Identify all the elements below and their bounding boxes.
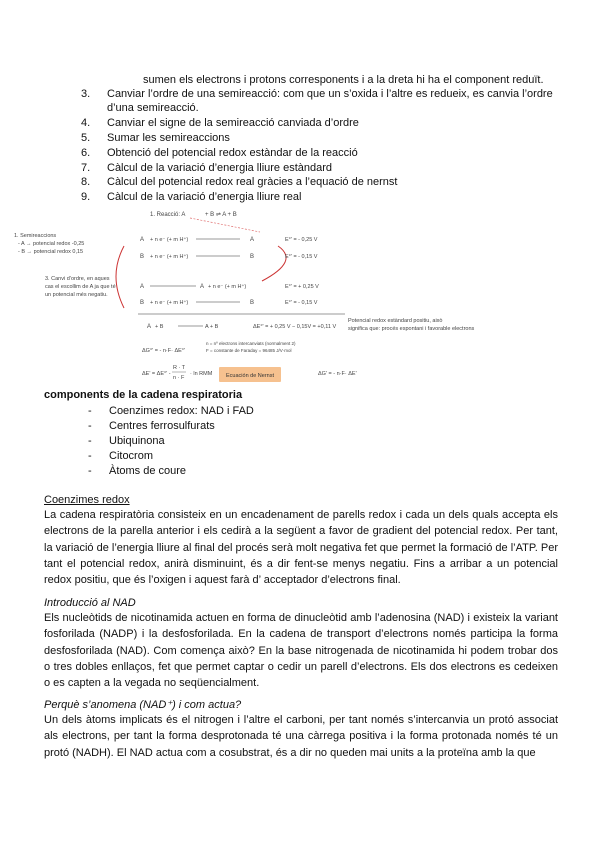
component-text: Àtoms de coure <box>109 465 187 477</box>
step-text: Sumar les semireaccions <box>107 132 230 144</box>
fig-row2-right: B <box>250 254 255 260</box>
fig-dg-real: ΔG' = - n·F· ΔE' <box>318 371 357 377</box>
fig-row2-e: E°' = - 0,15 V <box>285 254 318 260</box>
step-number: 9. <box>81 191 91 203</box>
fig-nernst-tail: · ln RMM <box>190 371 213 377</box>
fig-sum-right: A + B <box>205 324 219 330</box>
fig-curve-arrow-left <box>116 246 124 308</box>
fig-dashed-link <box>190 218 260 232</box>
step-text: Canviar el signe de la semireacció canviada d’ordre <box>107 117 359 129</box>
component-text: Centres ferrosulfurats <box>109 420 215 432</box>
nad-intro-title: Introducció al NAD <box>44 597 136 609</box>
step-text: Obtenció del potencial redox estàndar de la reacció <box>107 147 358 159</box>
fig-note2-c: un potencial més negatiu. <box>45 292 108 298</box>
step-text: Càlcul del potencial redox real gràcies a l’equació de nernst <box>107 176 398 188</box>
step-text-continuation: d’una semireacció. <box>107 102 199 114</box>
fig-row1-left: A <box>140 237 145 243</box>
redox-diagram-figure <box>0 206 600 386</box>
nad-why-title: Perquè s’anomena (NAD⁺) i com actua? <box>44 699 242 711</box>
coenzimes-title: Coenzimes redox <box>44 494 130 506</box>
fig-note1-title: 1. Semireaccions <box>14 233 57 239</box>
fig-side-note-a: Potencial redox estàndard positiu, això <box>348 318 443 324</box>
components-heading: components de la cadena respiratoria <box>44 389 243 401</box>
fig-row3-e: E°' = + 0,25 V <box>285 284 319 290</box>
fig-row1-e: E°' = - 0,25 V <box>285 237 318 243</box>
fig-dg-std: ΔG°' = - n·F· ΔE°' <box>142 348 186 354</box>
coenzimes-paragraph: La cadena respiratòria consisteix en un encadenament de parells redox i cada un dels quals accepta els electrons de la parella anterior i els cedirà a la següent a favor de gradient del potencial redox. Per tant, la variació de l’energia lliure al final del procés serà molt negativa fet que permet la formació de l’ATP. Per tant el potencial redox, anirà disminuint, és a dir fent-se menys negatiu. Fins a arribar a un potencial redox positiu, que és l’oxigen i aquest farà d’ acceptador d’electrons final. <box>44 509 558 587</box>
component-text: Citocrom <box>109 450 154 462</box>
fig-header-tail: + B ⇌ A + B <box>205 212 237 218</box>
fig-note2-a: 3. Canvi d’ordre, en aques <box>45 276 110 282</box>
fig-header: 1. Reacció: A <box>150 212 186 218</box>
step-number: 5. <box>81 132 91 144</box>
step-number: 7. <box>81 162 91 174</box>
bullet-dash: - <box>88 450 92 462</box>
fig-row4-mid: + n e⁻ (+ m H⁺) <box>150 300 189 306</box>
fig-curve-arrow-right <box>262 246 286 281</box>
fig-f-def: F = constante de Faraday = 96485 J/V·mol <box>206 348 292 353</box>
component-text: Ubiquinona <box>109 435 165 447</box>
fig-row3-left: A <box>140 284 145 290</box>
fig-side-note-b: significa que: procés espontani i favorable electrons <box>348 326 475 332</box>
component-text: Coenzimes redox: NAD i FAD <box>109 405 254 417</box>
fig-nernst-left: ΔE' = ΔE°' - <box>142 371 171 377</box>
fig-row1-mid: + n e⁻ (+ m H⁺) <box>150 237 189 243</box>
intro-line: sumen els electrons i protons corresponents i a la dreta hi ha el component reduït. <box>143 74 544 86</box>
step-text: Càlcul de la variació d’energia lliure real <box>107 191 302 203</box>
step-number: 6. <box>81 147 91 159</box>
nad-why-paragraph: Un dels àtoms implicats és el nitrogen i l’altre el carboni, per tant només s’intercanvia un protó associat als electrons, per tant la forma desprotonada té una càrrega positiva i la forma protonada només té un protó (NADH). El NAD actua com a cosubstrat, és a dir no queden mai units a la proteïna amb la que <box>44 714 558 759</box>
fig-note1-a: - A → potencial redox -0,25 <box>18 241 85 247</box>
bullet-dash: - <box>88 405 92 417</box>
fig-row3-mid: A <box>200 284 205 290</box>
fig-row2-left: B <box>140 254 145 260</box>
step-text: Canviar l’ordre de una semireacció: com que un s’oxida i l’altre es redueix, es canvia l’ordre <box>107 88 553 100</box>
fig-nernst-frac-bot: n · F <box>173 375 185 381</box>
fig-row4-e: E°' = - 0,15 V <box>285 300 318 306</box>
step-number: 8. <box>81 176 91 188</box>
bullet-dash: - <box>88 435 92 447</box>
fig-row2-mid: + n e⁻ (+ m H⁺) <box>150 254 189 260</box>
fig-sum-left: A <box>147 324 152 330</box>
bullet-dash: - <box>88 420 92 432</box>
bullet-dash: - <box>88 465 92 477</box>
fig-sum-mid: + B <box>155 324 164 330</box>
fig-note2-b: cas el escollim de A ja que té <box>45 284 116 290</box>
step-number: 3. <box>81 88 91 100</box>
nad-intro-paragraph: Els nucleòtids de nicotinamida actuen en forma de dinucleòtid amb l’adenosina (NAD) i existeix la variant fosforilada (NADP) i la desfosforilada. En la cadena de transport d’electrons només participa la forma desfosforilada (NAD). Com comença això? En la base nitrogenada de nicotinamida hi podem trobar dos o tres dobles enllaços, fet que permet captar o cedir un parell d’electrons. Els dos electrons es cedeixen o es capten a la vegada no seqüencialment. <box>44 612 558 690</box>
fig-row3-tail: + n e⁻ (+ m H⁺) <box>208 284 247 290</box>
fig-n-def: n = nº electrons intercanviats (normalment 2) <box>206 341 296 346</box>
fig-note1-b: - B → potencial redox 0,15 <box>18 249 84 255</box>
fig-nernst-label: Ecuación de Nernst <box>226 373 274 379</box>
fig-nernst-frac-top: R · T <box>173 365 186 371</box>
fig-sum-e: ΔE°' = + 0,25 V − 0,15V = +0,11 V <box>253 324 337 330</box>
fig-row4-right: B <box>250 300 255 306</box>
step-text: Càlcul de la variació d’energia lliure estàndard <box>107 162 333 174</box>
fig-row4-left: B <box>140 300 145 306</box>
step-number: 4. <box>81 117 91 129</box>
fig-row1-right: A <box>250 237 255 243</box>
